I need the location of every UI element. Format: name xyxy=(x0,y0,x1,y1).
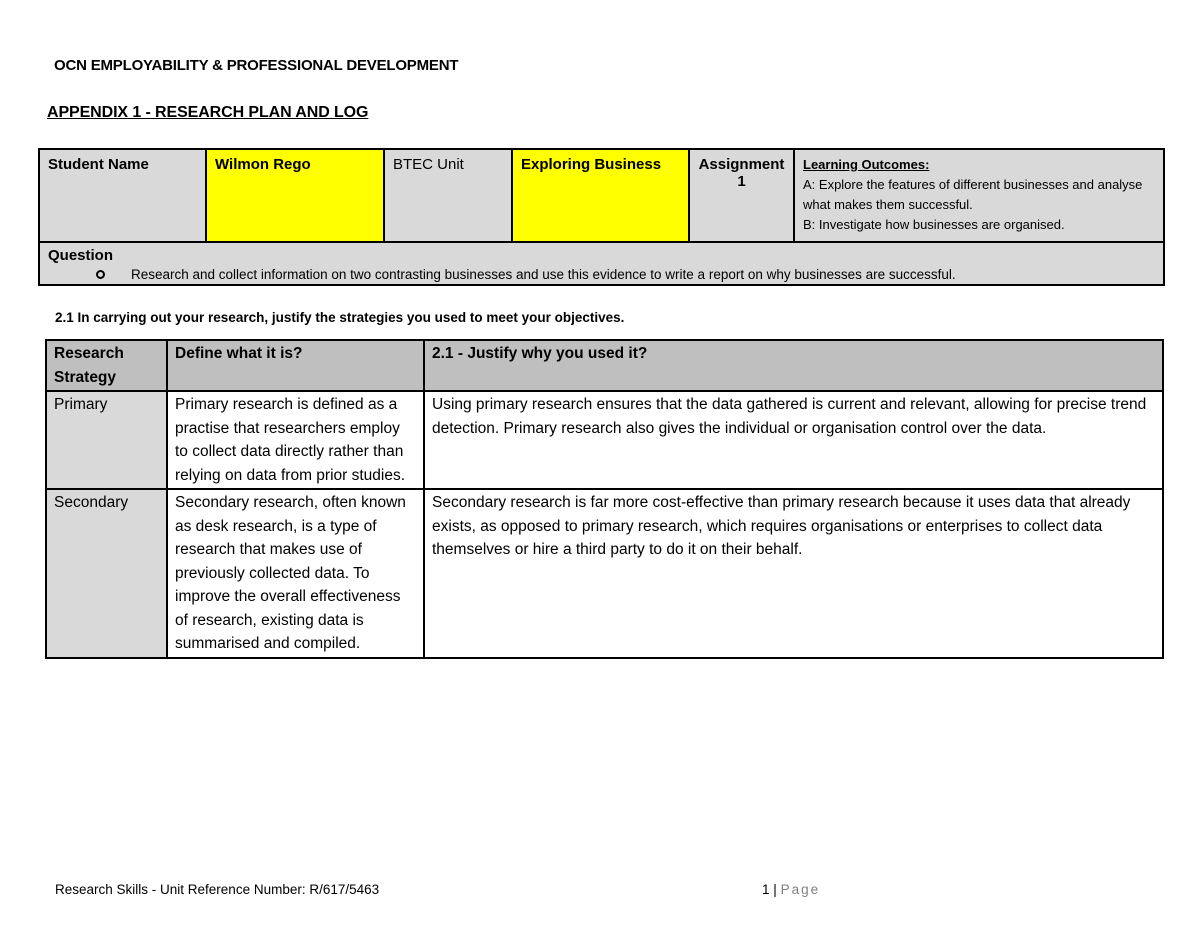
definition-cell: Primary research is defined as a practise that researchers employ to collect data directly rather than relying on data from prior studies. xyxy=(167,391,424,489)
outcome-a: A: Explore the features of different businesses and analyse what makes them successful. xyxy=(803,177,1143,212)
page-number: 1 xyxy=(762,882,770,897)
column-header-strategy: Research Strategy xyxy=(46,340,167,391)
assignment-number: 1 xyxy=(737,173,746,190)
circle-bullet-icon xyxy=(96,270,105,279)
question-text: Research and collect information on two contrasting businesses and use this evidence to write a report on why businesses are successful. xyxy=(131,267,956,282)
table-row xyxy=(46,391,1163,489)
column-header-justify: 2.1 - Justify why you used it? xyxy=(424,340,1163,391)
learning-outcomes-title: Learning Outcomes: xyxy=(803,157,930,172)
strategy-cell: Primary xyxy=(46,391,167,489)
table-row xyxy=(46,489,1163,658)
btec-unit-label: BTEC Unit xyxy=(384,149,512,242)
research-strategy-table xyxy=(45,339,1164,659)
justification-cell: Secondary research is far more cost-effective than primary research because it uses data that already exists, as opposed to primary research, which requires organisations or enterprises to collect data themselves or hire a third party to do it on their behalf. xyxy=(424,489,1163,658)
org-title: OCN EMPLOYABILITY & PROFESSIONAL DEVELOPMENT xyxy=(54,57,459,74)
question-label: Question xyxy=(48,247,114,264)
appendix-title: APPENDIX 1 - RESEARCH PLAN AND LOG xyxy=(47,104,369,121)
page-number-footer xyxy=(762,882,820,897)
section-heading: 2.1 In carrying out your research, justify the strategies you used to meet your objectives. xyxy=(55,310,625,325)
strategy-cell: Secondary xyxy=(46,489,167,658)
student-info-table xyxy=(38,148,1165,286)
outcome-b: B: Investigate how businesses are organised. xyxy=(803,217,1065,232)
btec-unit-value: Exploring Business xyxy=(512,149,689,242)
footer-reference: Research Skills - Unit Reference Number: R/617/5463 xyxy=(55,882,380,897)
question-cell xyxy=(39,242,1164,285)
column-header-define: Define what it is? xyxy=(167,340,424,391)
definition-cell: Secondary research, often known as desk research, is a type of research that makes use of previously collected data. To improve the overall effectiveness of research, existing data is summarised and compiled. xyxy=(167,489,424,658)
student-name-value: Wilmon Rego xyxy=(206,149,384,242)
question-item xyxy=(48,267,1155,282)
page-separator: | xyxy=(773,882,777,897)
student-name-label: Student Name xyxy=(39,149,206,242)
learning-outcomes-cell xyxy=(794,149,1164,242)
assignment-label: Assignment xyxy=(698,156,785,173)
assignment-cell xyxy=(689,149,794,242)
page-label: Page xyxy=(780,882,821,897)
justification-cell: Using primary research ensures that the data gathered is current and relevant, allowing for precise trend detection. Primary research also gives the individual or organisation control over the data. xyxy=(424,391,1163,489)
